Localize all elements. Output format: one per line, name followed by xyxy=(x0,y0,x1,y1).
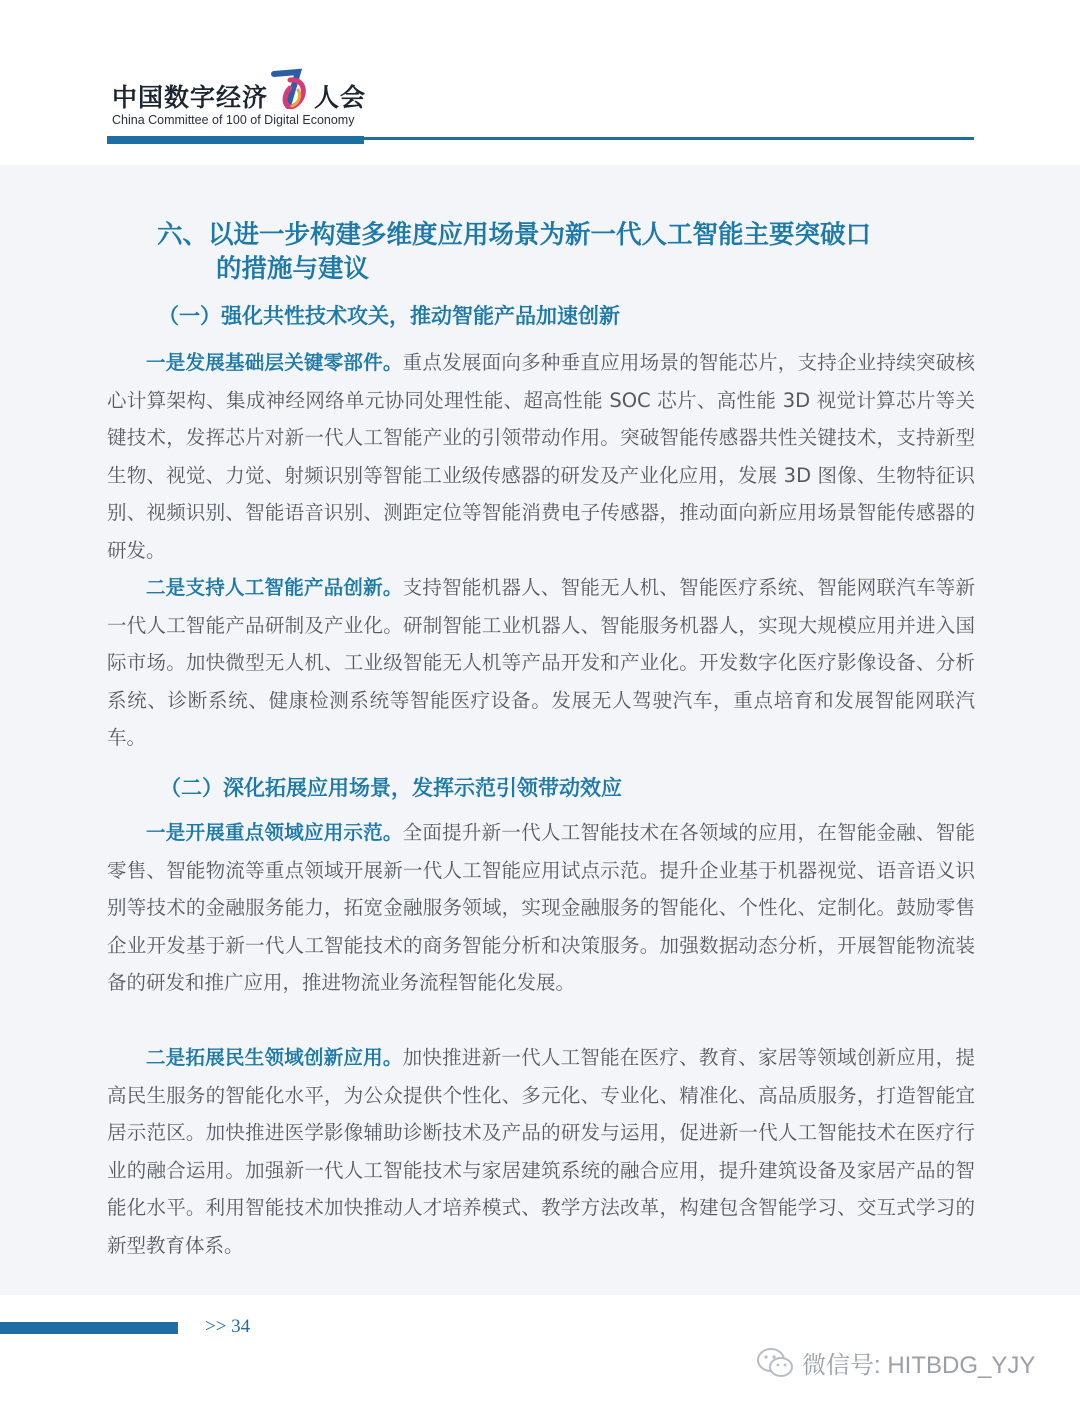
logo-cn-text: 中国数字经济 人会 xyxy=(112,83,367,112)
paragraph-lead: 一是发展基础层关键零部件。 xyxy=(146,351,403,374)
page-number: >> 34 xyxy=(205,1316,251,1337)
page-header xyxy=(0,0,1080,165)
header-rule-accent xyxy=(107,136,364,144)
paragraph-lead: 二是拓展民生领域创新应用。 xyxy=(146,1046,403,1069)
paragraph-4: 二是拓展民生领域创新应用。加快推进新一代人工智能在医疗、教育、家居等领域创新应用，提高民生服务的智能化水平，为公众提供个性化、多元化、专业化、精准化、高品质服务，打造智能宜居示范区。加快推进医学影像辅助诊断技术及产品的研发与运用，促进新一代人工智能技术在医疗行业的融合运用。加强新一代人工智能技术与家居建筑系统的融合应用，提升建筑设备及家居产品的智能化水平。利用智能技术加快推动人才培养模式、教学方法改革，构建包含智能学习、交互式学习的新型教育体系。 xyxy=(107,1046,975,1257)
paragraph-2: 二是支持人工智能产品创新。支持智能机器人、智能无人机、智能医疗系统、智能网联汽车等新一代人工智能产品研制及产业化。研制智能工业机器人、智能服务机器人，实现大规模应用并进入国际市场。加快微型无人机、工业级智能无人机等产品开发和产业化。开发数字化医疗影像设备、分析系统、诊断系统、健康检测系统等智能医疗设备。发展无人驾驶汽车，重点培育和发展智能网联汽车。 xyxy=(107,576,975,749)
footer-bar xyxy=(0,1322,178,1334)
paragraph-3: 一是开展重点领域应用示范。全面提升新一代人工智能技术在各领域的应用，在智能金融、智能零售、智能物流等重点领域开展新一代人工智能应用试点示范。提升企业基于机器视觉、语音语义识别等技术的金融服务能力，拓宽金融服务领域，实现金融服务的智能化、个性化、定制化。鼓励零售企业开发基于新一代人工智能技术的商务智能分析和决策服务。加强数据动态分析，开展智能物流装备的研发和推广应用，推进物流业务流程智能化发展。 xyxy=(107,821,975,994)
subsection-title-1: （一）强化共性技术攻关，推动智能产品加速创新 xyxy=(158,304,620,328)
paragraph-1: 一是发展基础层关键零部件。重点发展面向多种垂直应用场景的智能芯片，支持企业持续突破核心计算架构、集成神经网络单元协同处理性能、超高性能 SOC 芯片、高性能 3D 视觉计算芯片等关键技术，发挥芯片对新一代人工智能产业的引领带动作用。突破智能传感器共性关键技术，支持新型生物、视觉、力觉、射频识别等智能工业级传感器的研发及产业化应用，发展 3D 图像、生物特征识别、视频识别、智能语音识别、测距定位等智能消费电子传感器，推动面向新应用场景智能传感器的研发。 xyxy=(107,351,975,562)
wechat-watermark xyxy=(756,1345,1035,1380)
logo-100-icon xyxy=(268,66,312,114)
wechat-icon xyxy=(756,1346,794,1380)
subsection-title-2: （二）深化拓展应用场景，发挥示范引领带动效应 xyxy=(160,776,622,800)
paragraph-lead: 二是支持人工智能产品创新。 xyxy=(146,576,403,599)
logo-en-text: China Committee of 100 of Digital Economy xyxy=(112,113,355,127)
section-title: 六、以进一步构建多维度应用场景为新一代人工智能主要突破口 的措施与建议 xyxy=(157,220,872,284)
paragraph-lead: 一是开展重点领域应用示范。 xyxy=(146,821,403,844)
wechat-id: 微信号: HITBDG_YJY xyxy=(802,1352,1036,1379)
